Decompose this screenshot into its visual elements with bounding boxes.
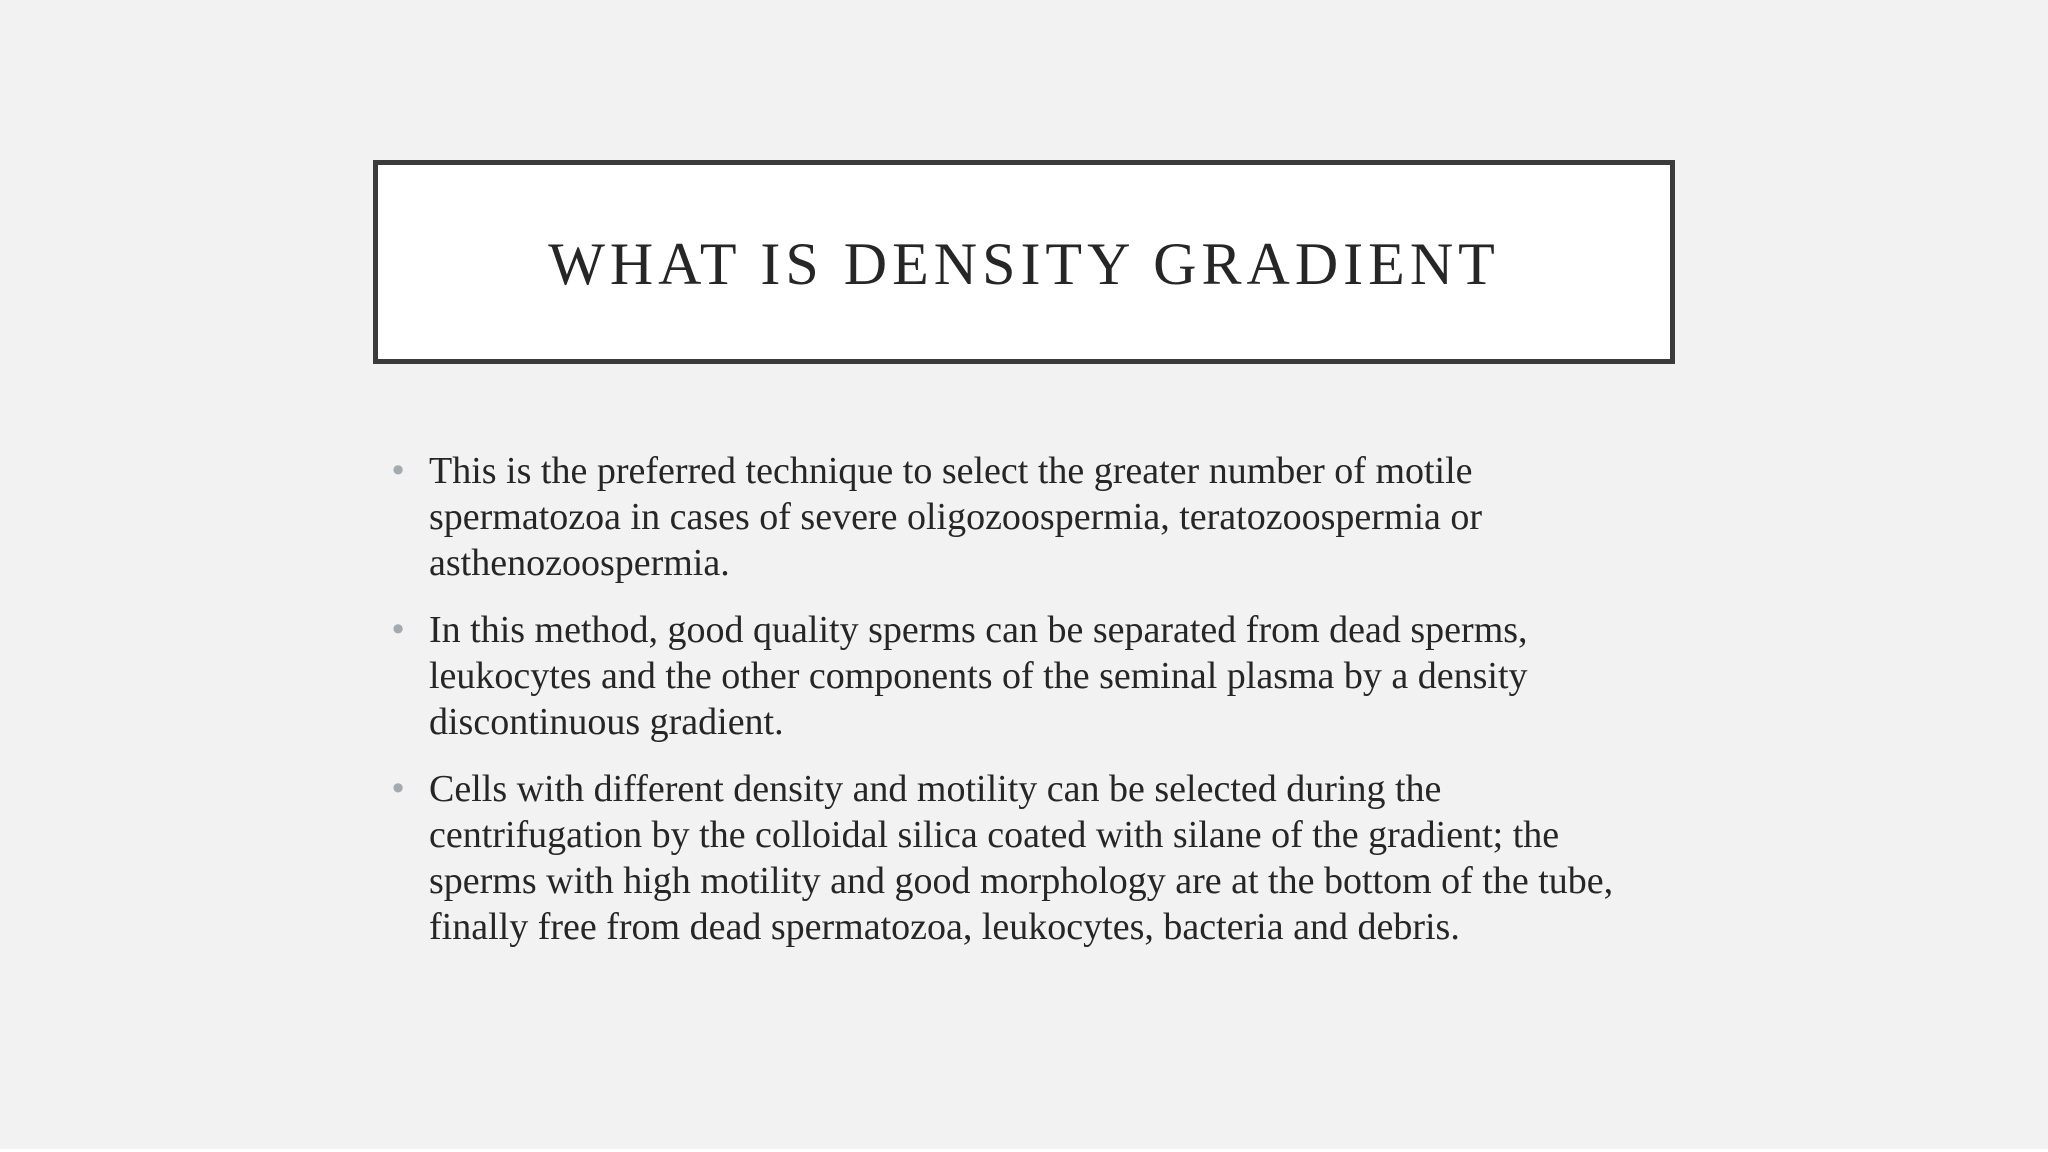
bullet-list [388,448,1648,971]
bullet-text: This is the preferred technique to select the greater number of motile spermatozoa in cases of severe oligozoospermia, teratozoospermia or asthenozoospermia. [429,450,1483,584]
bullet-item [388,766,1648,950]
bullet-text: Cells with different density and motility can be selected during the centrifugation by the colloidal silica coated with silane of the gradient; the sperms with high motility and good morphology are at the bottom of the tube, finally free from dead spermatozoa, leukocytes, bacteria and debris. [429,768,1614,948]
bullet-item [388,607,1648,745]
bullet-dot-icon: • [388,611,408,649]
title-box [373,160,1675,364]
bullet-dot-icon: • [388,770,408,808]
slide-title: WHAT IS DENSITY GRADIENT [548,230,1500,297]
bullet-item [388,448,1648,586]
bullet-dot-icon: • [388,452,408,490]
bullet-text: In this method, good quality sperms can be separated from dead sperms, leukocytes and the other components of the seminal plasma by a density discontinuous gradient. [429,609,1528,743]
